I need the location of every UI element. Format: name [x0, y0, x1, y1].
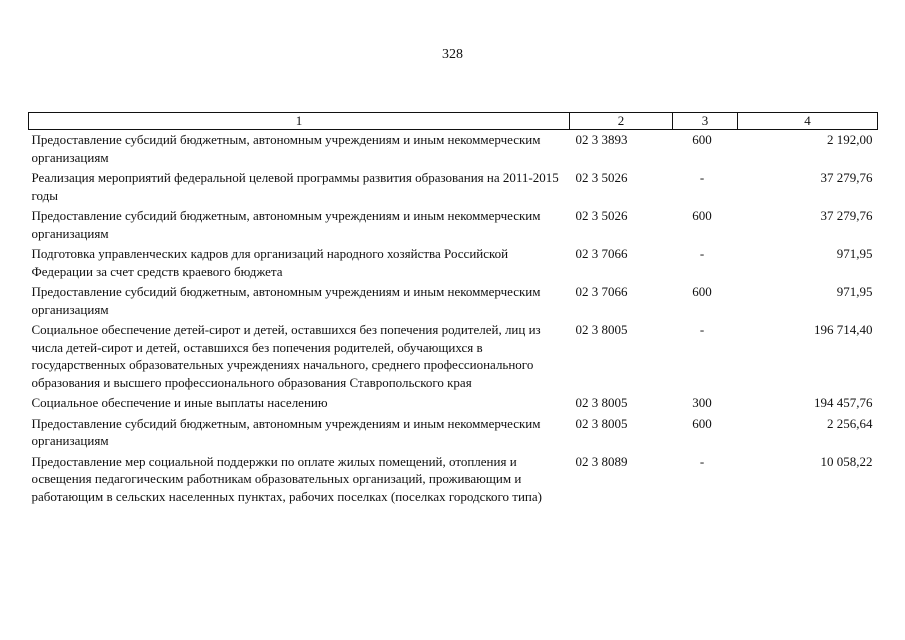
row-name: Социальное обеспечение детей-сирот и детей, оставшихся без попечения родителей, лиц из числа детей-сирот и детей, оставшихся без попечения родителей, обучающихся в государственных образовательных учреждениях начального, среднего профессионального образования и высшего профессионального образования Ставропольского края	[31, 322, 541, 390]
header-col-3: 3	[673, 113, 738, 130]
budget-table	[28, 112, 878, 507]
row-amount: 194 457,76	[814, 395, 873, 410]
row-type: 600	[692, 284, 712, 299]
table-row	[29, 244, 878, 282]
row-amount: 2 192,00	[827, 132, 873, 147]
row-amount: 10 058,22	[820, 453, 873, 469]
row-code: 02 3 8005	[575, 322, 628, 337]
header-col-2: 2	[570, 113, 673, 130]
row-type: -	[699, 246, 705, 261]
row-type: 600	[692, 208, 712, 223]
row-type: -	[699, 322, 705, 337]
row-amount: 971,95	[836, 284, 873, 299]
row-code: 02 3 8005	[575, 395, 628, 410]
row-type: 300	[692, 395, 712, 410]
row-code: 02 3 3893	[575, 132, 628, 147]
table-row	[29, 282, 878, 320]
row-amount: 2 256,64	[827, 415, 873, 431]
table-row	[29, 320, 878, 393]
row-type: 600	[692, 132, 712, 147]
row-name: Предоставление мер социальной поддержки по оплате жилых помещений, отопления и освещения педагогическим работникам образовательных организаций, проживающим и работающим в сельских населенных пунктах, рабочих поселках (поселках городского типа)	[31, 453, 542, 504]
row-name: Предоставление субсидий бюджетным, автономным учреждениям и иным некоммерческим организациям	[31, 208, 541, 241]
row-name: Реализация мероприятий федеральной целевой программы развития образования на 2011-2015 годы	[31, 170, 559, 203]
header-col-4: 4	[738, 113, 878, 130]
header-col-1: 1	[29, 113, 570, 130]
row-code: 02 3 5026	[575, 208, 628, 223]
table-row	[29, 168, 878, 206]
header-row	[29, 113, 878, 130]
row-amount: 37 279,76	[820, 208, 873, 223]
table-row	[29, 452, 878, 508]
row-code: 02 3 8005	[575, 415, 628, 431]
row-amount: 196 714,40	[814, 322, 873, 337]
page-number: 328	[442, 47, 463, 62]
row-name: Предоставление субсидий бюджетным, автономным учреждениям и иным некоммерческим организациям	[31, 284, 541, 317]
row-type: 600	[692, 415, 712, 431]
table-body	[29, 130, 878, 508]
row-amount: 971,95	[836, 246, 873, 261]
table-header	[29, 113, 878, 130]
row-code: 02 3 8089	[575, 453, 628, 469]
row-code: 02 3 7066	[575, 246, 628, 261]
row-code: 02 3 7066	[575, 284, 628, 299]
row-name: Социальное обеспечение и иные выплаты населению	[31, 395, 328, 410]
row-name: Предоставление субсидий бюджетным, автономным учреждениям и иным некоммерческим организациям	[31, 132, 541, 165]
table-row	[29, 206, 878, 244]
row-name: Предоставление субсидий бюджетным, автономным учреждениям и иным некоммерческим организациям	[31, 415, 541, 448]
row-type: -	[699, 170, 705, 185]
row-name: Подготовка управленческих кадров для организаций народного хозяйства Российской Федерации за счет средств краевого бюджета	[31, 246, 509, 279]
row-amount: 37 279,76	[820, 170, 873, 185]
row-code: 02 3 5026	[575, 170, 628, 185]
table-row	[29, 393, 878, 414]
table-row	[29, 130, 878, 169]
table-row	[29, 414, 878, 452]
row-type: -	[699, 453, 705, 469]
